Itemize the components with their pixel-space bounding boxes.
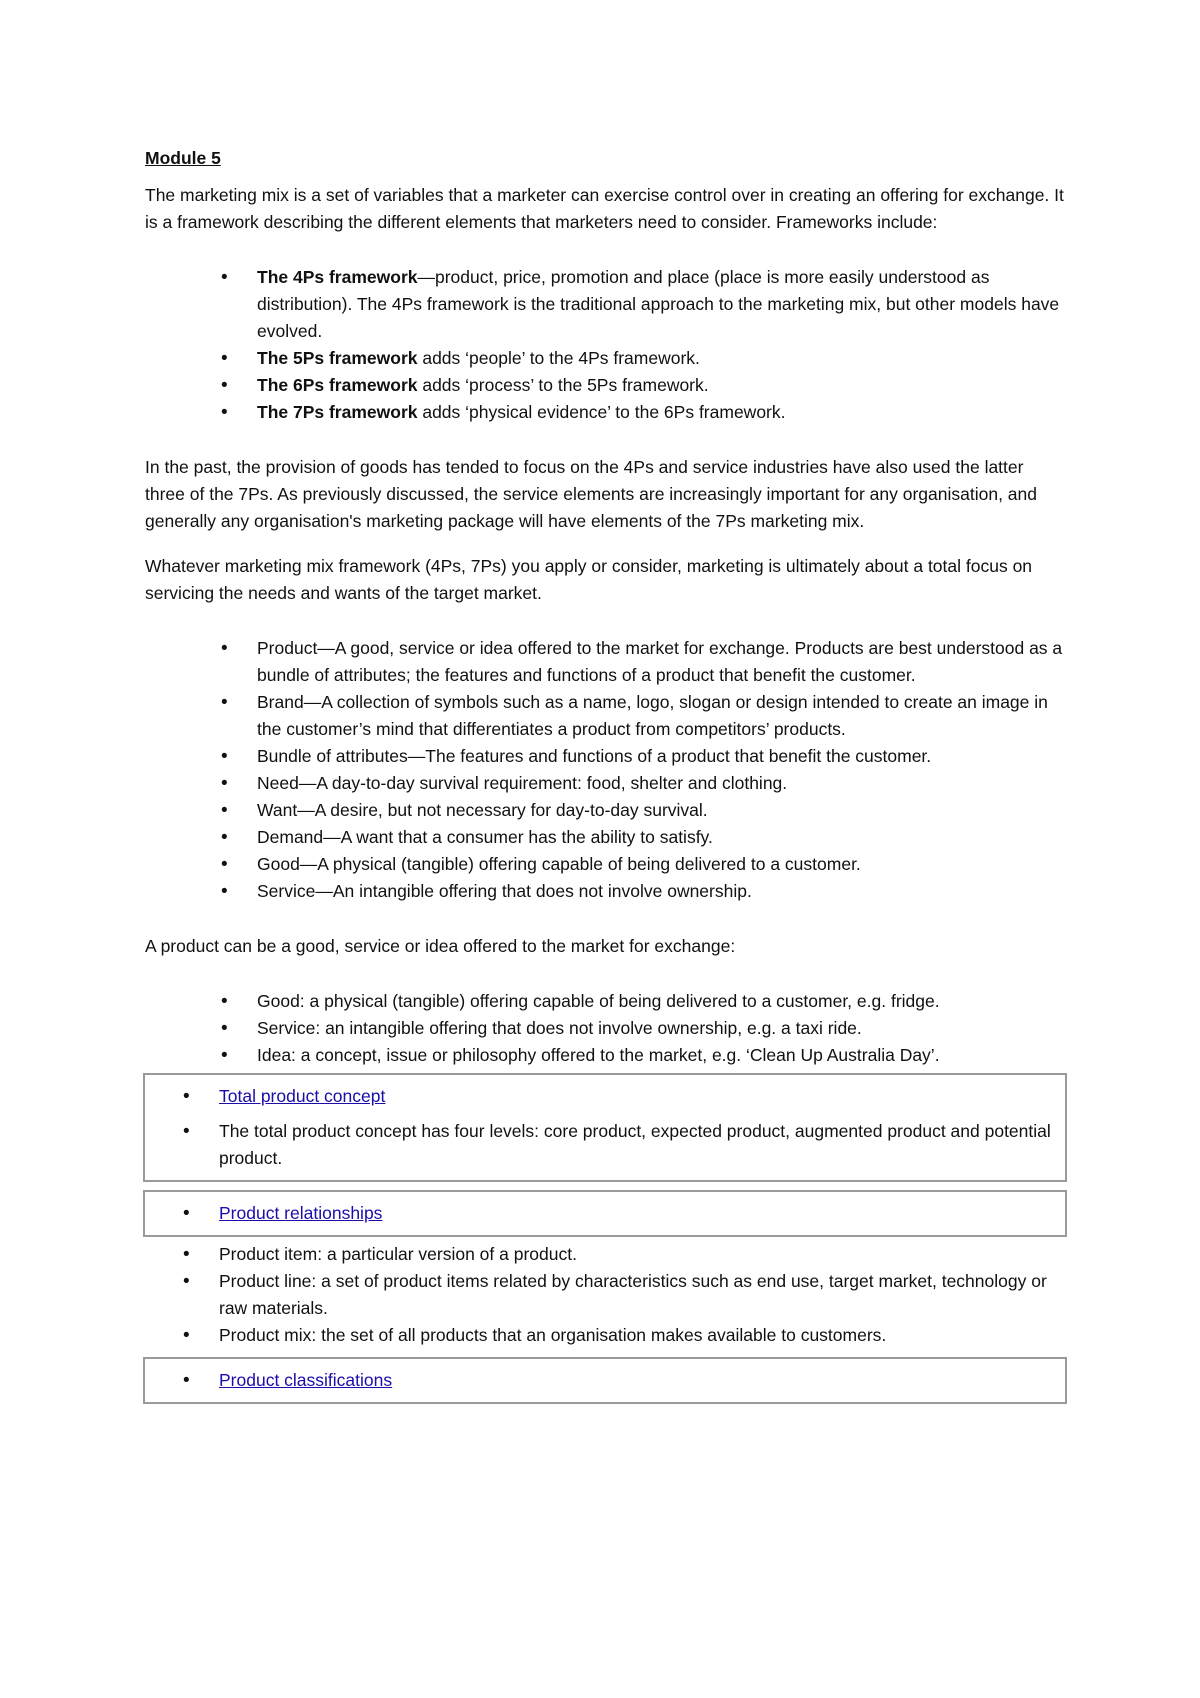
list-item: • Bundle of attributes—The features and functions of a product that benefit the customer. — [257, 743, 1065, 770]
focus-paragraph: Whatever marketing mix framework (4Ps, 7Ps) you apply or consider, marketing is ultimately about a total focus on servicing the needs and wants of the target market. — [145, 556, 1033, 603]
list-item — [219, 1367, 1055, 1394]
list-item: • Brand—A collection of symbols such as a name, logo, slogan or design intended to create an image in the customer’s mind that differentiates a product from competitors’ products. — [257, 689, 1065, 743]
list-item — [257, 399, 1065, 426]
product-classifications-link[interactable]: Product classifications — [219, 1370, 393, 1390]
list-item: • Idea: a concept, issue or philosophy offered to the market, e.g. ‘Clean Up Australia Day’. — [257, 1042, 1065, 1069]
list-item: • Want—A desire, but not necessary for day-to-day survival. — [257, 797, 1065, 824]
total-product-concept-link[interactable]: Total product concept — [219, 1086, 386, 1106]
list-item: • Product mix: the set of all products that an organisation makes available to customers. — [219, 1322, 1065, 1349]
list-item: • Demand—A want that a consumer has the ability to satisfy. — [257, 824, 1065, 851]
list-item: • Product item: a particular version of a product. — [219, 1241, 1065, 1268]
document-page — [145, 145, 1065, 1404]
frameworks-list — [145, 264, 1065, 426]
list-item: • Need—A day-to-day survival requirement: food, shelter and clothing. — [257, 770, 1065, 797]
product-paragraph: A product can be a good, service or idea offered to the market for exchange: — [145, 936, 736, 956]
total-product-box — [143, 1073, 1067, 1182]
product-classifications-list — [145, 1367, 1055, 1394]
framework-description: —product, price, promotion and place (place is more easily understood as distribution). The 4Ps framework is the traditional approach to the marketing mix, but other models have evolved. — [257, 267, 1060, 341]
page-title: Module 5 — [145, 148, 221, 168]
past-paragraph: In the past, the provision of goods has tended to focus on the 4Ps and service industries have also used the latter three of the 7Ps. As previously discussed, the service elements are increasingly important for any organisation, and generally any organisation's marketing package will have elements of the 7Ps marketing mix. — [145, 457, 1037, 531]
list-item: • The total product concept has four levels: core product, expected product, augmented product and potential product. — [219, 1118, 1055, 1172]
list-item: • Service: an intangible offering that does not involve ownership, e.g. a taxi ride. — [257, 1015, 1065, 1042]
list-item — [219, 1083, 1055, 1110]
product-relationships-link[interactable]: Product relationships — [219, 1203, 383, 1223]
list-item: • Service—An intangible offering that does not involve ownership. — [257, 878, 1065, 905]
list-item: • Good: a physical (tangible) offering capable of being delivered to a customer, e.g. fridge. — [257, 988, 1065, 1015]
list-item: • Product—A good, service or idea offered to the market for exchange. Products are best understood as a bundle of attributes; the features and functions of a product that benefit the customer. — [257, 635, 1065, 689]
list-item — [257, 264, 1065, 345]
list-item: • Good—A physical (tangible) offering capable of being delivered to a customer. — [257, 851, 1065, 878]
relationships-list — [145, 1241, 1065, 1349]
list-item — [257, 345, 1065, 372]
framework-description: adds ‘process’ to the 5Ps framework. — [417, 375, 709, 395]
framework-name: The 6Ps framework — [257, 375, 418, 395]
list-item: • Product line: a set of product items related by characteristics such as end use, target market, technology or raw materials. — [219, 1268, 1065, 1322]
product-types-list — [145, 988, 1065, 1069]
intro-paragraph: The marketing mix is a set of variables that a marketer can exercise control over in creating an offering for exchange. It is a framework describing the different elements that marketers need to consider. Frameworks include: — [145, 185, 1064, 232]
framework-name: The 5Ps framework — [257, 348, 418, 368]
total-product-list — [145, 1083, 1055, 1172]
framework-description: adds ‘people’ to the 4Ps framework. — [417, 348, 700, 368]
definitions-list — [145, 635, 1065, 905]
product-classifications-box — [143, 1357, 1067, 1404]
framework-description: adds ‘physical evidence’ to the 6Ps framework. — [417, 402, 786, 422]
list-item — [257, 372, 1065, 399]
list-item — [219, 1200, 1055, 1227]
product-relationships-list — [145, 1200, 1055, 1227]
product-relationships-box — [143, 1190, 1067, 1237]
framework-name: The 7Ps framework — [257, 402, 418, 422]
framework-name: The 4Ps framework — [257, 267, 418, 287]
